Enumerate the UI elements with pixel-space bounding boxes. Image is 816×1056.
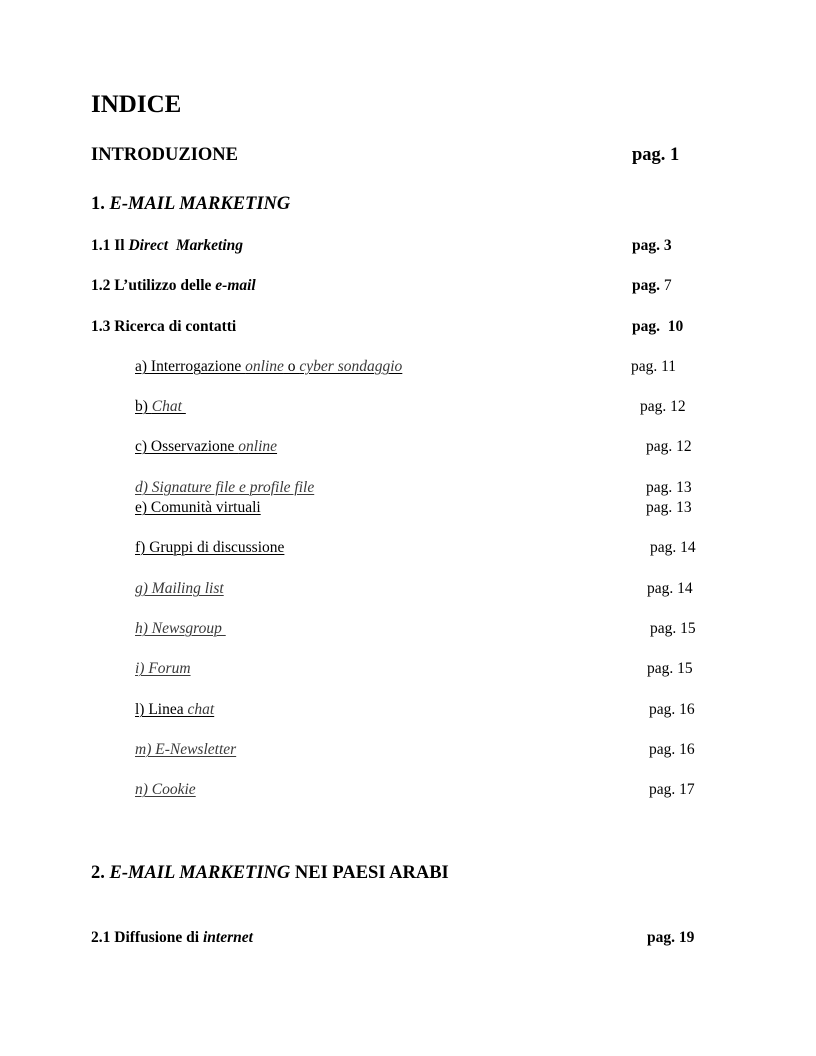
chapter-1-title: E-MAIL MARKETING (109, 194, 291, 214)
toc-page-m: pag. 16 (649, 741, 695, 758)
toc-link-l[interactable] (135, 702, 214, 718)
toc-link-d[interactable]: d) Signature file e profile file (135, 479, 315, 496)
toc-page-g: pag. 14 (647, 580, 693, 597)
toc-link-c-part2: online (238, 438, 278, 455)
toc-link-l-part2: chat (187, 701, 215, 718)
toc-link-c-part1: c) Osservazione (135, 438, 239, 455)
toc-link-l-part1: l) Linea (135, 701, 188, 718)
toc-link-n[interactable]: n) Cookie (135, 781, 196, 798)
toc-page-b: pag. 12 (640, 398, 686, 415)
toc-link-a-part4: cyber sondaggio (299, 358, 403, 375)
toc-link-i[interactable]: i) Forum (135, 660, 191, 677)
toc-page-h: pag. 15 (650, 620, 696, 637)
toc-page-1-2 (632, 278, 672, 294)
toc-entry-1-1-italic: Direct Marketing (128, 237, 243, 254)
toc-entry-1-1-label: 1.1 Il (91, 237, 129, 254)
toc-entry-2-1-label: 2.1 Diffusione di (91, 929, 203, 946)
chapter-2-title-italic: E-MAIL MARKETING (109, 863, 291, 883)
toc-entry-1-3: 1.3 Ricerca di contatti (91, 318, 237, 335)
toc-entry-1-2-label: 1.2 L’utilizzo delle (91, 277, 216, 294)
page-title: INDICE (91, 91, 182, 118)
toc-link-a[interactable] (135, 359, 402, 375)
toc-link-b-part1: b) (135, 398, 152, 415)
toc-page-f: pag. 14 (650, 539, 696, 556)
toc-link-c[interactable] (135, 439, 277, 455)
toc-page-introduzione: pag. 1 (632, 145, 680, 165)
toc-link-b[interactable] (135, 399, 186, 415)
toc-page-1-2-number: 7 (663, 277, 672, 294)
toc-entry-2-1 (91, 930, 253, 946)
toc-link-b-part2: Chat (151, 398, 186, 415)
toc-page-1-2-label: pag. (632, 277, 664, 294)
chapter-1-heading (91, 195, 290, 214)
chapter-2-title-rest: NEI PAESI ARABI (290, 863, 449, 883)
toc-link-h[interactable]: h) Newsgroup (135, 620, 226, 637)
toc-entry-1-2-italic: e-mail (215, 277, 256, 294)
toc-link-f[interactable]: f) Gruppi di discussione (135, 539, 285, 556)
toc-page-l: pag. 16 (649, 701, 695, 718)
toc-page-1-3: pag. 10 (632, 318, 684, 335)
toc-page-c: pag. 12 (646, 438, 692, 455)
toc-entry-1-2 (91, 278, 256, 294)
toc-page-2-1: pag. 19 (647, 929, 695, 946)
toc-page-e: pag. 13 (646, 499, 692, 516)
toc-page-1-1: pag. 3 (632, 237, 672, 254)
toc-page-n: pag. 17 (649, 781, 695, 798)
toc-page-d: pag. 13 (646, 479, 692, 496)
toc-entry-introduzione: INTRODUZIONE (91, 145, 238, 165)
toc-link-a-part3: o (283, 358, 300, 375)
toc-entry-1-1 (91, 238, 243, 254)
toc-link-g[interactable]: g) Mailing list (135, 580, 224, 597)
chapter-2-number: 2. (91, 863, 110, 883)
chapter-1-number: 1. (91, 194, 110, 214)
chapter-2-heading (91, 864, 449, 883)
toc-link-e[interactable]: e) Comunità virtuali (135, 499, 261, 516)
toc-page-i: pag. 15 (647, 660, 693, 677)
toc-entry-2-1-italic: internet (202, 929, 253, 946)
toc-link-m[interactable]: m) E-Newsletter (135, 741, 237, 758)
toc-link-a-part2: online (245, 358, 284, 375)
toc-page-a: pag. 11 (631, 358, 677, 375)
toc-link-a-part1: a) Interrogazione (135, 358, 246, 375)
